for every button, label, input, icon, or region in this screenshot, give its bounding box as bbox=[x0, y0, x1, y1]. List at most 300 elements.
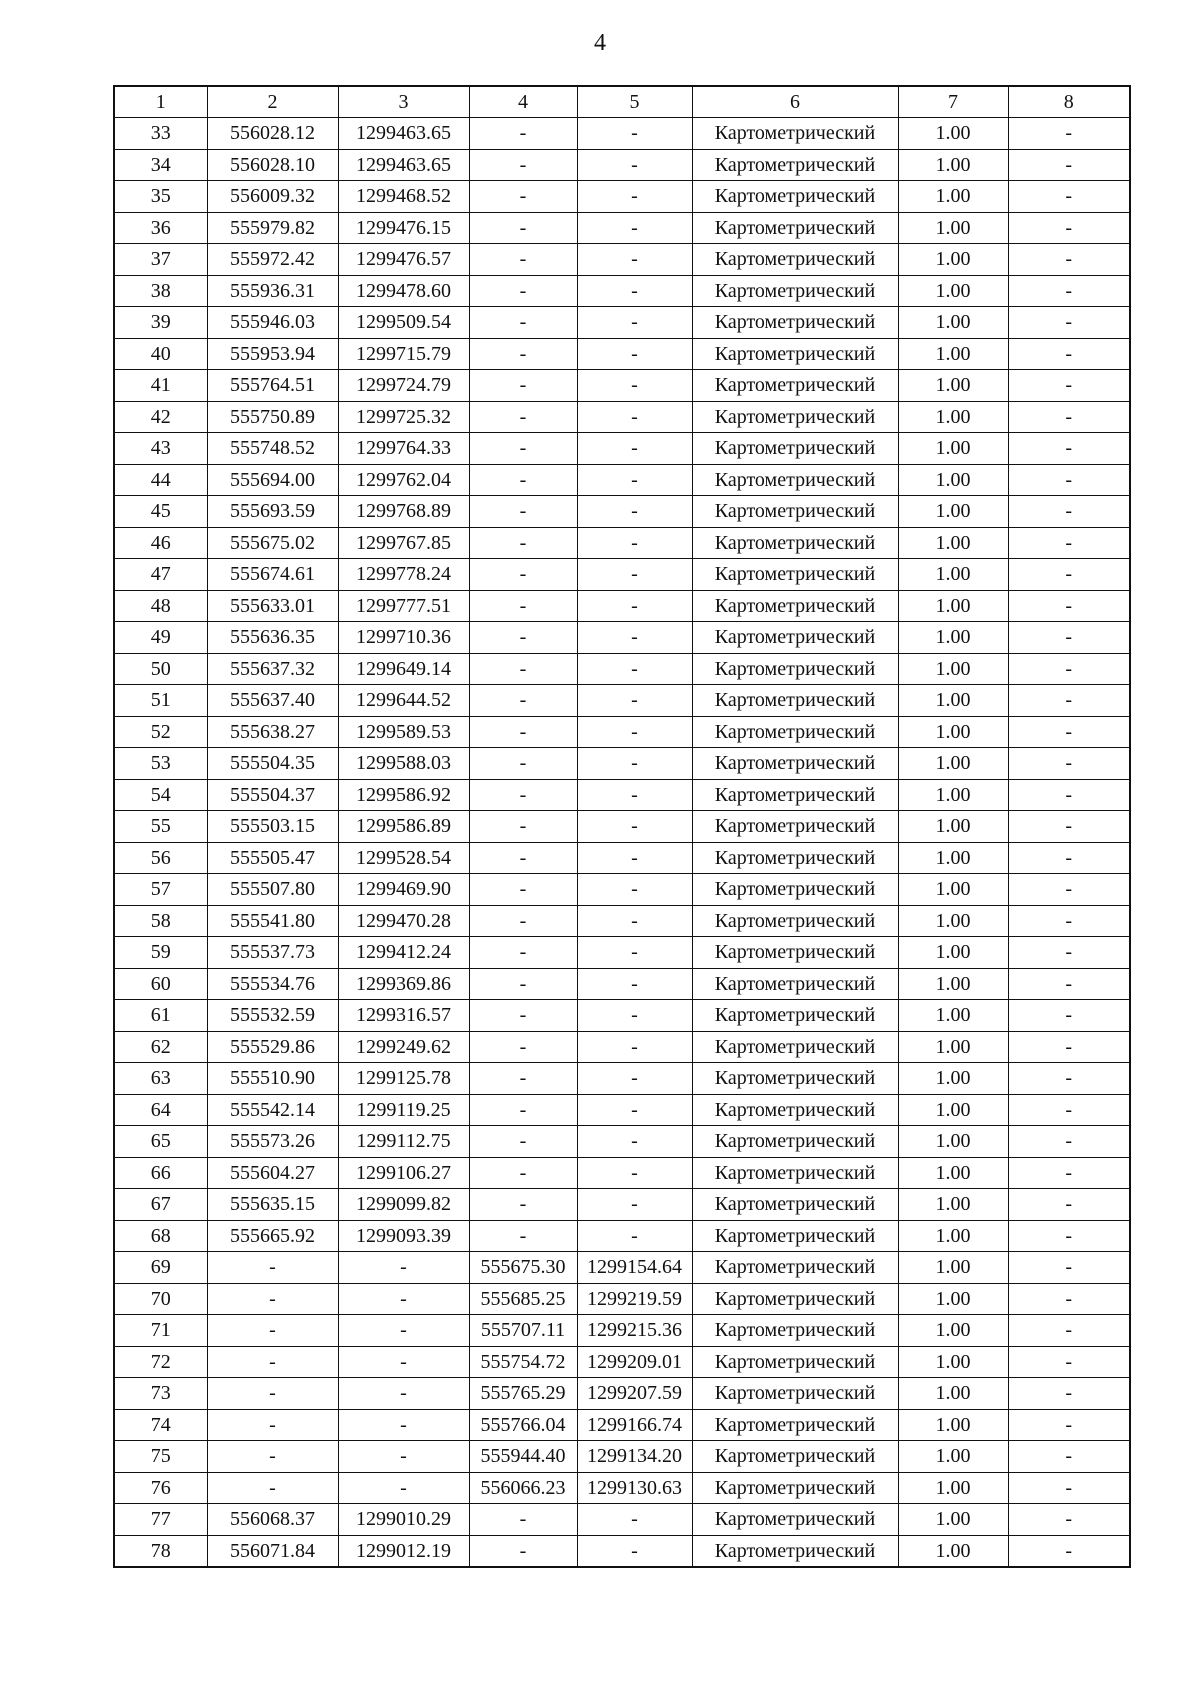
y-alt-coordinate-cell: - bbox=[577, 1535, 692, 1567]
method-cell: Картометрический bbox=[692, 370, 898, 402]
table-row bbox=[114, 905, 1130, 937]
x-coordinate-cell: 555694.00 bbox=[207, 464, 338, 496]
note-cell: - bbox=[1008, 1472, 1130, 1504]
accuracy-cell: 1.00 bbox=[898, 370, 1008, 402]
column-header: 3 bbox=[338, 86, 469, 118]
note-cell: - bbox=[1008, 622, 1130, 654]
x-coordinate-cell: 555748.52 bbox=[207, 433, 338, 465]
table-row bbox=[114, 1220, 1130, 1252]
y-coordinate-cell: 1299469.90 bbox=[338, 874, 469, 906]
y-alt-coordinate-cell: - bbox=[577, 1157, 692, 1189]
y-alt-coordinate-cell: - bbox=[577, 275, 692, 307]
table-row bbox=[114, 1378, 1130, 1410]
y-alt-coordinate-cell: - bbox=[577, 1189, 692, 1221]
y-coordinate-cell: 1299724.79 bbox=[338, 370, 469, 402]
point-number-cell: 63 bbox=[114, 1063, 207, 1095]
accuracy-cell: 1.00 bbox=[898, 1283, 1008, 1315]
note-cell: - bbox=[1008, 1441, 1130, 1473]
note-cell: - bbox=[1008, 433, 1130, 465]
x-coordinate-cell: 555675.02 bbox=[207, 527, 338, 559]
point-number-cell: 69 bbox=[114, 1252, 207, 1284]
note-cell: - bbox=[1008, 118, 1130, 150]
accuracy-cell: 1.00 bbox=[898, 1472, 1008, 1504]
y-alt-coordinate-cell: - bbox=[577, 433, 692, 465]
table-row bbox=[114, 149, 1130, 181]
table-row bbox=[114, 1472, 1130, 1504]
accuracy-cell: 1.00 bbox=[898, 559, 1008, 591]
y-alt-coordinate-cell: - bbox=[577, 622, 692, 654]
note-cell: - bbox=[1008, 653, 1130, 685]
y-coordinate-cell: 1299778.24 bbox=[338, 559, 469, 591]
x-coordinate-cell: - bbox=[207, 1283, 338, 1315]
x-coordinate-cell: - bbox=[207, 1315, 338, 1347]
point-number-cell: 64 bbox=[114, 1094, 207, 1126]
table-row bbox=[114, 212, 1130, 244]
x-alt-coordinate-cell: - bbox=[469, 748, 577, 780]
note-cell: - bbox=[1008, 244, 1130, 276]
y-coordinate-cell: - bbox=[338, 1378, 469, 1410]
note-cell: - bbox=[1008, 401, 1130, 433]
x-alt-coordinate-cell: - bbox=[469, 874, 577, 906]
point-number-cell: 57 bbox=[114, 874, 207, 906]
column-header: 5 bbox=[577, 86, 692, 118]
y-coordinate-cell: 1299715.79 bbox=[338, 338, 469, 370]
y-coordinate-cell: 1299725.32 bbox=[338, 401, 469, 433]
column-header: 2 bbox=[207, 86, 338, 118]
x-coordinate-cell: 555507.80 bbox=[207, 874, 338, 906]
point-number-cell: 38 bbox=[114, 275, 207, 307]
x-alt-coordinate-cell: 555765.29 bbox=[469, 1378, 577, 1410]
point-number-cell: 73 bbox=[114, 1378, 207, 1410]
y-coordinate-cell: 1299316.57 bbox=[338, 1000, 469, 1032]
method-cell: Картометрический bbox=[692, 874, 898, 906]
table-row bbox=[114, 370, 1130, 402]
x-coordinate-cell: 555638.27 bbox=[207, 716, 338, 748]
x-coordinate-cell: 556071.84 bbox=[207, 1535, 338, 1567]
x-alt-coordinate-cell: - bbox=[469, 842, 577, 874]
table-row bbox=[114, 244, 1130, 276]
method-cell: Картометрический bbox=[692, 1189, 898, 1221]
accuracy-cell: 1.00 bbox=[898, 653, 1008, 685]
accuracy-cell: 1.00 bbox=[898, 748, 1008, 780]
x-coordinate-cell: 555529.86 bbox=[207, 1031, 338, 1063]
x-coordinate-cell: - bbox=[207, 1346, 338, 1378]
x-alt-coordinate-cell: - bbox=[469, 779, 577, 811]
method-cell: Картометрический bbox=[692, 748, 898, 780]
x-coordinate-cell: - bbox=[207, 1472, 338, 1504]
table-row bbox=[114, 968, 1130, 1000]
method-cell: Картометрический bbox=[692, 590, 898, 622]
method-cell: Картометрический bbox=[692, 905, 898, 937]
column-header: 1 bbox=[114, 86, 207, 118]
method-cell: Картометрический bbox=[692, 118, 898, 150]
method-cell: Картометрический bbox=[692, 779, 898, 811]
accuracy-cell: 1.00 bbox=[898, 1126, 1008, 1158]
x-coordinate-cell: 555637.32 bbox=[207, 653, 338, 685]
accuracy-cell: 1.00 bbox=[898, 1063, 1008, 1095]
x-coordinate-cell: - bbox=[207, 1378, 338, 1410]
table-row bbox=[114, 1504, 1130, 1536]
accuracy-cell: 1.00 bbox=[898, 275, 1008, 307]
table-row bbox=[114, 1252, 1130, 1284]
note-cell: - bbox=[1008, 1535, 1130, 1567]
x-coordinate-cell: 555505.47 bbox=[207, 842, 338, 874]
note-cell: - bbox=[1008, 338, 1130, 370]
x-alt-coordinate-cell: - bbox=[469, 118, 577, 150]
point-number-cell: 77 bbox=[114, 1504, 207, 1536]
method-cell: Картометрический bbox=[692, 527, 898, 559]
x-coordinate-cell: 555946.03 bbox=[207, 307, 338, 339]
y-coordinate-cell: 1299710.36 bbox=[338, 622, 469, 654]
method-cell: Картометрический bbox=[692, 244, 898, 276]
point-number-cell: 67 bbox=[114, 1189, 207, 1221]
y-alt-coordinate-cell: - bbox=[577, 118, 692, 150]
point-number-cell: 40 bbox=[114, 338, 207, 370]
x-coordinate-cell: 555637.40 bbox=[207, 685, 338, 717]
method-cell: Картометрический bbox=[692, 685, 898, 717]
column-header: 6 bbox=[692, 86, 898, 118]
method-cell: Картометрический bbox=[692, 338, 898, 370]
y-alt-coordinate-cell: 1299154.64 bbox=[577, 1252, 692, 1284]
accuracy-cell: 1.00 bbox=[898, 1220, 1008, 1252]
accuracy-cell: 1.00 bbox=[898, 1189, 1008, 1221]
table-row bbox=[114, 1126, 1130, 1158]
accuracy-cell: 1.00 bbox=[898, 307, 1008, 339]
y-alt-coordinate-cell: - bbox=[577, 716, 692, 748]
table-row bbox=[114, 748, 1130, 780]
y-coordinate-cell: 1299463.65 bbox=[338, 149, 469, 181]
column-header: 8 bbox=[1008, 86, 1130, 118]
note-cell: - bbox=[1008, 212, 1130, 244]
y-alt-coordinate-cell: - bbox=[577, 590, 692, 622]
y-alt-coordinate-cell: - bbox=[577, 149, 692, 181]
table-row bbox=[114, 527, 1130, 559]
point-number-cell: 60 bbox=[114, 968, 207, 1000]
x-coordinate-cell: 555665.92 bbox=[207, 1220, 338, 1252]
x-alt-coordinate-cell: 555685.25 bbox=[469, 1283, 577, 1315]
accuracy-cell: 1.00 bbox=[898, 1441, 1008, 1473]
point-number-cell: 43 bbox=[114, 433, 207, 465]
point-number-cell: 36 bbox=[114, 212, 207, 244]
x-alt-coordinate-cell: - bbox=[469, 905, 577, 937]
table-row bbox=[114, 559, 1130, 591]
x-coordinate-cell: 556028.10 bbox=[207, 149, 338, 181]
point-number-cell: 54 bbox=[114, 779, 207, 811]
page-number: 4 bbox=[594, 30, 606, 56]
table-row bbox=[114, 275, 1130, 307]
method-cell: Картометрический bbox=[692, 464, 898, 496]
method-cell: Картометрический bbox=[692, 212, 898, 244]
x-alt-coordinate-cell: - bbox=[469, 1094, 577, 1126]
table-row bbox=[114, 1000, 1130, 1032]
accuracy-cell: 1.00 bbox=[898, 1535, 1008, 1567]
y-alt-coordinate-cell: - bbox=[577, 748, 692, 780]
accuracy-cell: 1.00 bbox=[898, 685, 1008, 717]
point-number-cell: 53 bbox=[114, 748, 207, 780]
note-cell: - bbox=[1008, 905, 1130, 937]
x-coordinate-cell: 556068.37 bbox=[207, 1504, 338, 1536]
table-row bbox=[114, 496, 1130, 528]
note-cell: - bbox=[1008, 1094, 1130, 1126]
x-coordinate-cell: 555541.80 bbox=[207, 905, 338, 937]
point-number-cell: 35 bbox=[114, 181, 207, 213]
y-alt-coordinate-cell: - bbox=[577, 307, 692, 339]
y-alt-coordinate-cell: - bbox=[577, 1000, 692, 1032]
table-row bbox=[114, 685, 1130, 717]
point-number-cell: 61 bbox=[114, 1000, 207, 1032]
x-alt-coordinate-cell: - bbox=[469, 212, 577, 244]
method-cell: Картометрический bbox=[692, 653, 898, 685]
point-number-cell: 42 bbox=[114, 401, 207, 433]
accuracy-cell: 1.00 bbox=[898, 590, 1008, 622]
column-header: 4 bbox=[469, 86, 577, 118]
accuracy-cell: 1.00 bbox=[898, 1094, 1008, 1126]
accuracy-cell: 1.00 bbox=[898, 212, 1008, 244]
y-coordinate-cell: 1299767.85 bbox=[338, 527, 469, 559]
table-row bbox=[114, 779, 1130, 811]
method-cell: Картометрический bbox=[692, 1315, 898, 1347]
y-coordinate-cell: - bbox=[338, 1409, 469, 1441]
note-cell: - bbox=[1008, 1378, 1130, 1410]
y-alt-coordinate-cell: 1299130.63 bbox=[577, 1472, 692, 1504]
table-row bbox=[114, 433, 1130, 465]
note-cell: - bbox=[1008, 1315, 1130, 1347]
x-alt-coordinate-cell: 555754.72 bbox=[469, 1346, 577, 1378]
point-number-cell: 55 bbox=[114, 811, 207, 843]
note-cell: - bbox=[1008, 937, 1130, 969]
y-alt-coordinate-cell: - bbox=[577, 811, 692, 843]
y-alt-coordinate-cell: - bbox=[577, 905, 692, 937]
point-number-cell: 76 bbox=[114, 1472, 207, 1504]
x-alt-coordinate-cell: - bbox=[469, 181, 577, 213]
y-coordinate-cell: 1299470.28 bbox=[338, 905, 469, 937]
method-cell: Картометрический bbox=[692, 1094, 898, 1126]
accuracy-cell: 1.00 bbox=[898, 842, 1008, 874]
y-alt-coordinate-cell: - bbox=[577, 653, 692, 685]
y-coordinate-cell: 1299586.89 bbox=[338, 811, 469, 843]
method-cell: Картометрический bbox=[692, 275, 898, 307]
accuracy-cell: 1.00 bbox=[898, 496, 1008, 528]
method-cell: Картометрический bbox=[692, 1441, 898, 1473]
y-alt-coordinate-cell: - bbox=[577, 842, 692, 874]
method-cell: Картометрический bbox=[692, 1063, 898, 1095]
accuracy-cell: 1.00 bbox=[898, 149, 1008, 181]
x-alt-coordinate-cell: - bbox=[469, 370, 577, 402]
column-header: 7 bbox=[898, 86, 1008, 118]
point-number-cell: 65 bbox=[114, 1126, 207, 1158]
point-number-cell: 74 bbox=[114, 1409, 207, 1441]
y-coordinate-cell: 1299777.51 bbox=[338, 590, 469, 622]
y-coordinate-cell: - bbox=[338, 1252, 469, 1284]
y-alt-coordinate-cell: - bbox=[577, 244, 692, 276]
x-alt-coordinate-cell: - bbox=[469, 401, 577, 433]
point-number-cell: 62 bbox=[114, 1031, 207, 1063]
method-cell: Картометрический bbox=[692, 1252, 898, 1284]
method-cell: Картометрический bbox=[692, 1157, 898, 1189]
y-coordinate-cell: - bbox=[338, 1346, 469, 1378]
note-cell: - bbox=[1008, 748, 1130, 780]
point-number-cell: 39 bbox=[114, 307, 207, 339]
table-row bbox=[114, 653, 1130, 685]
y-coordinate-cell: 1299099.82 bbox=[338, 1189, 469, 1221]
point-number-cell: 68 bbox=[114, 1220, 207, 1252]
y-alt-coordinate-cell: 1299215.36 bbox=[577, 1315, 692, 1347]
x-alt-coordinate-cell: - bbox=[469, 338, 577, 370]
y-coordinate-cell: 1299093.39 bbox=[338, 1220, 469, 1252]
method-cell: Картометрический bbox=[692, 1378, 898, 1410]
x-coordinate-cell: 555504.37 bbox=[207, 779, 338, 811]
x-alt-coordinate-cell: - bbox=[469, 968, 577, 1000]
note-cell: - bbox=[1008, 496, 1130, 528]
accuracy-cell: 1.00 bbox=[898, 968, 1008, 1000]
x-alt-coordinate-cell: - bbox=[469, 1504, 577, 1536]
table-row bbox=[114, 1031, 1130, 1063]
x-alt-coordinate-cell: - bbox=[469, 590, 577, 622]
x-coordinate-cell: 555636.35 bbox=[207, 622, 338, 654]
accuracy-cell: 1.00 bbox=[898, 1000, 1008, 1032]
x-coordinate-cell: 555604.27 bbox=[207, 1157, 338, 1189]
method-cell: Картометрический bbox=[692, 1220, 898, 1252]
table-row bbox=[114, 622, 1130, 654]
point-number-cell: 49 bbox=[114, 622, 207, 654]
point-number-cell: 70 bbox=[114, 1283, 207, 1315]
point-number-cell: 48 bbox=[114, 590, 207, 622]
table-row bbox=[114, 464, 1130, 496]
y-coordinate-cell: 1299476.15 bbox=[338, 212, 469, 244]
accuracy-cell: 1.00 bbox=[898, 622, 1008, 654]
point-number-cell: 51 bbox=[114, 685, 207, 717]
note-cell: - bbox=[1008, 1031, 1130, 1063]
table-header-row bbox=[114, 86, 1130, 118]
x-coordinate-cell: 555503.15 bbox=[207, 811, 338, 843]
accuracy-cell: 1.00 bbox=[898, 527, 1008, 559]
y-coordinate-cell: 1299509.54 bbox=[338, 307, 469, 339]
x-alt-coordinate-cell: 555707.11 bbox=[469, 1315, 577, 1347]
y-coordinate-cell: 1299106.27 bbox=[338, 1157, 469, 1189]
table-row bbox=[114, 811, 1130, 843]
table-body bbox=[114, 118, 1130, 1568]
table-row bbox=[114, 1283, 1130, 1315]
y-alt-coordinate-cell: - bbox=[577, 937, 692, 969]
y-alt-coordinate-cell: - bbox=[577, 464, 692, 496]
note-cell: - bbox=[1008, 1409, 1130, 1441]
y-coordinate-cell: 1299010.29 bbox=[338, 1504, 469, 1536]
y-coordinate-cell: - bbox=[338, 1441, 469, 1473]
x-coordinate-cell: 555504.35 bbox=[207, 748, 338, 780]
note-cell: - bbox=[1008, 1252, 1130, 1284]
x-coordinate-cell: - bbox=[207, 1441, 338, 1473]
x-alt-coordinate-cell: - bbox=[469, 653, 577, 685]
y-alt-coordinate-cell: 1299134.20 bbox=[577, 1441, 692, 1473]
x-coordinate-cell: 555936.31 bbox=[207, 275, 338, 307]
y-coordinate-cell: 1299468.52 bbox=[338, 181, 469, 213]
x-coordinate-cell: 555764.51 bbox=[207, 370, 338, 402]
y-coordinate-cell: 1299463.65 bbox=[338, 118, 469, 150]
note-cell: - bbox=[1008, 842, 1130, 874]
y-coordinate-cell: 1299649.14 bbox=[338, 653, 469, 685]
table-row bbox=[114, 842, 1130, 874]
note-cell: - bbox=[1008, 1346, 1130, 1378]
point-number-cell: 52 bbox=[114, 716, 207, 748]
x-coordinate-cell: 555542.14 bbox=[207, 1094, 338, 1126]
accuracy-cell: 1.00 bbox=[898, 1252, 1008, 1284]
x-alt-coordinate-cell: - bbox=[469, 1535, 577, 1567]
method-cell: Картометрический bbox=[692, 1346, 898, 1378]
accuracy-cell: 1.00 bbox=[898, 118, 1008, 150]
table-row bbox=[114, 590, 1130, 622]
note-cell: - bbox=[1008, 968, 1130, 1000]
x-coordinate-cell: 555979.82 bbox=[207, 212, 338, 244]
x-coordinate-cell: 555953.94 bbox=[207, 338, 338, 370]
y-alt-coordinate-cell: - bbox=[577, 1126, 692, 1158]
table-row bbox=[114, 1189, 1130, 1221]
y-coordinate-cell: - bbox=[338, 1283, 469, 1315]
y-alt-coordinate-cell: - bbox=[577, 779, 692, 811]
accuracy-cell: 1.00 bbox=[898, 716, 1008, 748]
note-cell: - bbox=[1008, 1283, 1130, 1315]
y-alt-coordinate-cell: - bbox=[577, 338, 692, 370]
point-number-cell: 58 bbox=[114, 905, 207, 937]
y-alt-coordinate-cell: - bbox=[577, 181, 692, 213]
table-row bbox=[114, 307, 1130, 339]
x-coordinate-cell: 555750.89 bbox=[207, 401, 338, 433]
y-alt-coordinate-cell: 1299166.74 bbox=[577, 1409, 692, 1441]
table-row bbox=[114, 1315, 1130, 1347]
x-alt-coordinate-cell: - bbox=[469, 622, 577, 654]
method-cell: Картометрический bbox=[692, 496, 898, 528]
point-number-cell: 37 bbox=[114, 244, 207, 276]
point-number-cell: 59 bbox=[114, 937, 207, 969]
x-coordinate-cell: 555532.59 bbox=[207, 1000, 338, 1032]
x-coordinate-cell: 555573.26 bbox=[207, 1126, 338, 1158]
note-cell: - bbox=[1008, 1126, 1130, 1158]
accuracy-cell: 1.00 bbox=[898, 338, 1008, 370]
y-coordinate-cell: 1299644.52 bbox=[338, 685, 469, 717]
x-alt-coordinate-cell: - bbox=[469, 433, 577, 465]
point-number-cell: 56 bbox=[114, 842, 207, 874]
accuracy-cell: 1.00 bbox=[898, 905, 1008, 937]
note-cell: - bbox=[1008, 811, 1130, 843]
y-coordinate-cell: 1299119.25 bbox=[338, 1094, 469, 1126]
y-coordinate-cell: 1299768.89 bbox=[338, 496, 469, 528]
x-coordinate-cell: - bbox=[207, 1252, 338, 1284]
point-number-cell: 50 bbox=[114, 653, 207, 685]
y-coordinate-cell: 1299476.57 bbox=[338, 244, 469, 276]
x-alt-coordinate-cell: - bbox=[469, 244, 577, 276]
x-alt-coordinate-cell: - bbox=[469, 307, 577, 339]
x-alt-coordinate-cell: - bbox=[469, 559, 577, 591]
table-row bbox=[114, 181, 1130, 213]
point-number-cell: 34 bbox=[114, 149, 207, 181]
method-cell: Картометрический bbox=[692, 811, 898, 843]
method-cell: Картометрический bbox=[692, 1504, 898, 1536]
method-cell: Картометрический bbox=[692, 1283, 898, 1315]
y-alt-coordinate-cell: - bbox=[577, 496, 692, 528]
note-cell: - bbox=[1008, 874, 1130, 906]
y-coordinate-cell: 1299412.24 bbox=[338, 937, 469, 969]
point-number-cell: 45 bbox=[114, 496, 207, 528]
note-cell: - bbox=[1008, 716, 1130, 748]
y-alt-coordinate-cell: - bbox=[577, 968, 692, 1000]
x-alt-coordinate-cell: - bbox=[469, 1063, 577, 1095]
point-number-cell: 47 bbox=[114, 559, 207, 591]
note-cell: - bbox=[1008, 559, 1130, 591]
method-cell: Картометрический bbox=[692, 716, 898, 748]
method-cell: Картометрический bbox=[692, 1031, 898, 1063]
y-coordinate-cell: 1299528.54 bbox=[338, 842, 469, 874]
accuracy-cell: 1.00 bbox=[898, 1031, 1008, 1063]
y-alt-coordinate-cell: 1299209.01 bbox=[577, 1346, 692, 1378]
